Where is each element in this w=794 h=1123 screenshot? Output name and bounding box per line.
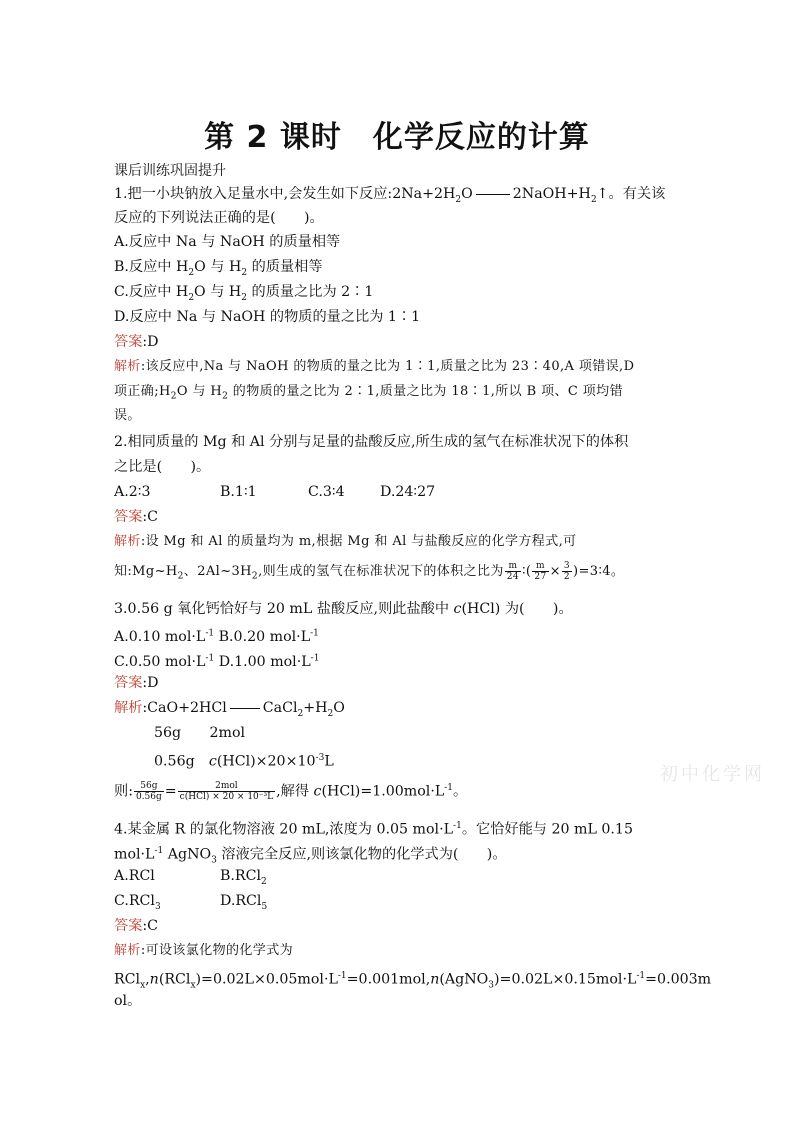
q1-option-c: C.反应中 $H_2O$ 与 $H_2$ 的质量之比为 2∶1 (114, 284, 374, 303)
q3-explanation-row2: 56g 2mol (154, 725, 246, 741)
q4-explanation-line3: ol。 (114, 993, 142, 1009)
q2-answer: 答案:C (114, 509, 159, 525)
q4-options-ab (114, 866, 267, 892)
q1-explanation-line1: 解析:该反应中,Na 与 NaOH 的物质的量之比为 1∶1,质量之比为 23∶40,A 项错误,D (114, 359, 635, 374)
q3-option-b: B.0.20 $mol\cdot L^{-1}$ (214, 628, 319, 645)
q3-stem: 3.0.56 g 氧化钙恰好与 20 mL 盐酸反应,则此盐酸中 c(HCl) 为( )。 (114, 601, 573, 617)
q3-explanation-solve: 则: $\frac{56g}{0.56g}$ = $\frac{\text{2mol}}{\text{c(HCl) × 20 × 10⁻³L}}$ ,解得 $c(HCl)=1.00mol\cdot L^{-1}$。 (114, 781, 468, 803)
q4-stem-line1: 4.某金属 R 的氯化物溶液 20 mL,浓度为 0.05 $mol\cdot L^{-1}$。它恰好能与 20 mL 0.15 (114, 821, 633, 838)
fraction-2mol-over-chcl: $\frac{\text{2mol}}{\text{c(HCl) × 20 × 10⁻³L}}$ (179, 781, 274, 803)
q4-option-a: A.RCl (114, 868, 155, 884)
q2-option-a: A.2∶3 (114, 484, 151, 500)
q1-explanation-line2: 项正确$;H_2O$ 与 $H_2$ 的物质的量之比为 2∶1,质量之比为 18∶1,所以 B 项、C 项均错 (114, 384, 623, 402)
q1-option-b: B.反应中 $H_2O$ 与 $H_2$ 的质量相等 (114, 259, 323, 278)
q2-stem-line1: 2.相同质量的 Mg 和 Al 分别与足量的盐酸反应,所生成的氢气在标准状况下的体积 (114, 434, 629, 450)
q2-option-c: C.3∶4 (308, 484, 345, 500)
q4-option-d: D.RCl$_5$ (220, 893, 268, 912)
q1-stem-line2: 反应的下列说法正确的是( )。 (114, 210, 324, 226)
page-title: 第 2 课时 化学反应的计算 (204, 120, 590, 155)
q1-stem-line1: 1.把一小块钠放入足量水中,会发生如下反应$:2Na+2H_2O$ $2NaOH+H_2↑$。有关该 (114, 186, 666, 205)
fraction-m-27: $\frac{m}{27}$ (534, 561, 547, 582)
reaction-arrow-line (230, 708, 260, 709)
q3-option-d: D.1.00 $mol\cdot L^{-1}$ (214, 653, 320, 670)
q1-answer: 答案:D (114, 334, 159, 350)
q2-options (114, 482, 435, 502)
q2-stem-line2: 之比是( )。 (114, 459, 211, 475)
section-subtitle: 课后训练巩固提升 (114, 163, 226, 179)
q3-answer: 答案:D (114, 675, 159, 691)
q2-explanation-line2: 知$:Mg\sim H_2$、$2Al\sim 3H_2$,则生成的氢气在标准状况下的体积之比为 $\frac{m}{24}$ ∶( $\frac{m}{27}$ × $\frac{3}{2}$ )=3∶4。 (114, 561, 625, 582)
q1-option-d: D.反应中 Na 与 NaOH 的物质的量之比为 1∶1 (114, 309, 421, 325)
q1-option-a: A.反应中 Na 与 NaOH 的质量相等 (114, 234, 341, 250)
reaction-arrow-line (476, 194, 510, 195)
q3-explanation-equation: 解析:CaO+2HCl $CaCl_2+H_2O$ (114, 700, 345, 719)
q3-options-cd (114, 648, 319, 672)
q4-option-b: B.RCl$_2$ (220, 868, 267, 887)
q3-option-c: C.0.50 $mol\cdot L^{-1}$ (114, 653, 215, 670)
q2-option-b: B.1∶1 (220, 484, 257, 500)
q4-stem-line2: $mol\cdot L^{-1}$ AgNO$_3$ 溶液完全反应,则该氯化物的化学式为( )。 (114, 846, 507, 866)
q3-explanation-row3: 0.56g $c(HCl)\times 20\times 10^{-3}L$ (154, 753, 334, 770)
watermark-text: 初中化学网 (660, 764, 765, 785)
q4-option-c: C.RCl$_3$ (114, 893, 161, 912)
q2-explanation-line1: 解析:设 Mg 和 Al 的质量均为 m,根据 Mg 和 Al 与盐酸反应的化学方程式,可 (114, 534, 577, 549)
q4-answer: 答案:C (114, 918, 159, 934)
fraction-56g-over-056g: $\frac{56g}{0.56g}$ (135, 781, 162, 803)
q3-options-ab (114, 623, 319, 647)
q1-explanation-line3: 误。 (114, 408, 141, 423)
fraction-3-2: $\frac{3}{2}$ (563, 561, 571, 582)
q4-explanation-line1: 解析:可设该氯化物的化学式为 (114, 943, 293, 958)
q2-option-d: D.24∶27 (380, 484, 436, 500)
q3-option-a: A.0.10 $mol\cdot L^{-1}$ (114, 628, 215, 645)
q4-explanation-line2: $RCl_x,n(RCl_x)=0.02L\times 0.05mol\cdot L^{-1}=0.001mol,n(AgNO_3)=0.02L\times 0.15mol\cdot L^{-1}=0.003m$ (114, 971, 712, 991)
q4-options-cd (114, 891, 267, 917)
fraction-m-24: $\frac{m}{24}$ (506, 561, 520, 582)
